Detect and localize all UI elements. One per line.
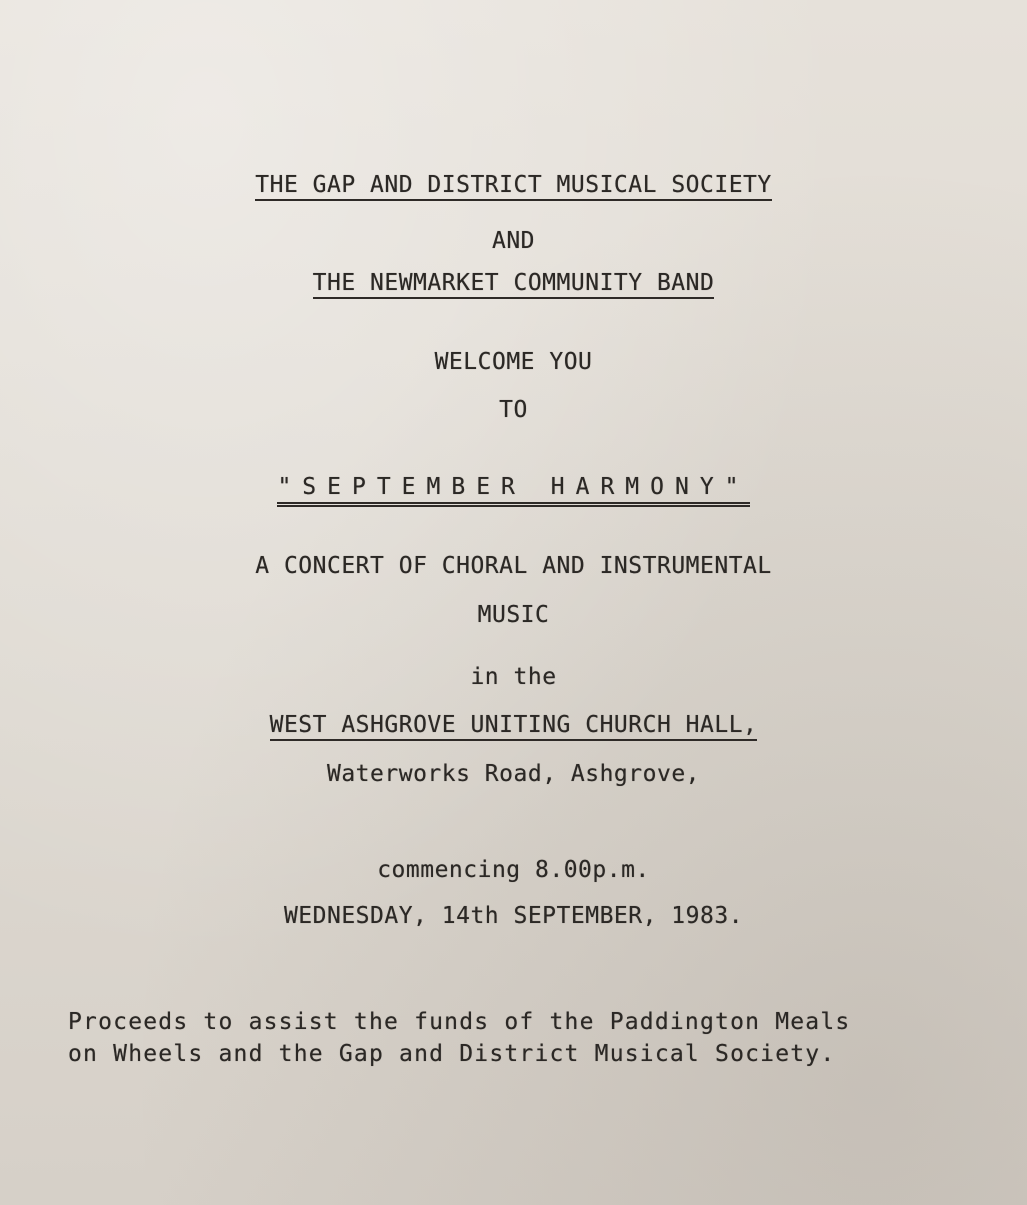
description-line-2: MUSIC	[477, 602, 550, 628]
organizer-2: THE NEWMARKET COMMUNITY BAND	[313, 270, 715, 299]
welcome-text: WELCOME YOU	[434, 349, 593, 375]
conjunction: AND	[491, 228, 536, 254]
in-the-text: in the	[470, 664, 557, 690]
organizer-1-line	[0, 172, 1027, 201]
concert-title: "SEPTEMBER HARMONY"	[277, 474, 749, 507]
proceeds-line-2: on Wheels and the Gap and District Musical Society.	[68, 1041, 836, 1067]
address: Waterworks Road, Ashgrove,	[326, 761, 701, 787]
venue: WEST ASHGROVE UNITING CHURCH HALL,	[270, 712, 758, 741]
description-line-1: A CONCERT OF CHORAL AND INSTRUMENTAL	[255, 553, 772, 579]
organizer-2-line	[0, 270, 1027, 299]
venue-line	[0, 712, 1027, 741]
start-time: commencing 8.00p.m.	[377, 857, 650, 883]
concert-title-line	[0, 474, 1027, 507]
to-text: TO	[499, 397, 528, 423]
organizer-1: THE GAP AND DISTRICT MUSICAL SOCIETY	[255, 172, 772, 201]
event-date: WEDNESDAY, 14th SEPTEMBER, 1983.	[283, 903, 744, 929]
proceeds-line-1: Proceeds to assist the funds of the Paddington Meals	[68, 1009, 851, 1035]
